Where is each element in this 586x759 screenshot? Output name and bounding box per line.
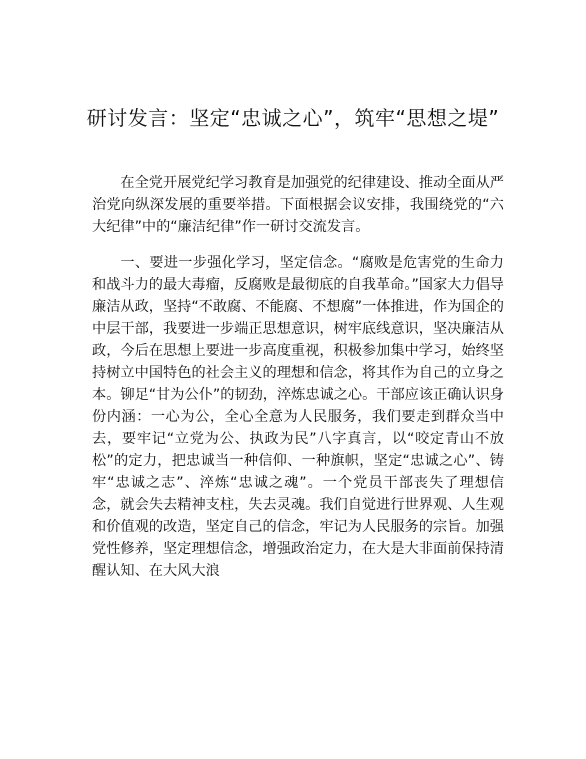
paragraph-intro: 在全党开展党纪学习教育是加强党的纪律建设、推动全面从严治党向纵深发展的重要举措。下面根据会议安排，我围绕党的“六大纪律”中的“廉洁纪律”作一研讨交流发言。 — [92, 175, 504, 235]
document-body — [92, 172, 504, 582]
document-title: 研讨发言：坚定“忠诚之心”，筑牢“思想之堤” — [86, 106, 500, 130]
paragraph-section-one: 一、要进一步强化学习，坚定信念。“腐败是危害党的生命力和战斗力的最大毒瘤，反腐败是最彻底的自我革命。”国家大力倡导廉洁从政，坚持“不敢腐、不能腐、不想腐”一体推进，作为国企的中层干部，我要进一步端正思想意识，树牢底线意识，坚决廉洁从政，今后在思想上要进一步高度重视，积极参加集中学习，始终坚持树立中国特色的社会主义的理想和信念，将其作为自己的立身之本。铆足“甘为公仆”的韧劲，淬炼忠诚之心。干部应该正确认识身份内涵：一心为公，全心全意为人民服务，我们要走到群众当中去，要牢记“立党为公、执政为民”八字真言，以“咬定青山不放松”的定力，把忠诚当一种信仰、一种旗帜，坚定“忠诚之心”、铸牢“忠诚之志”、淬炼“忠诚之魂”。一个党员干部丧失了理想信念，就会失去精神支柱，失去灵魂。我们自觉进行世界观、人生观和价值观的改造，坚定自己的信念，牢记为人民服务的宗旨。加强党性修养，坚定理想信念，增强政治定力，在大是大非面前保持清醒认知、在大风大浪 — [92, 255, 504, 579]
